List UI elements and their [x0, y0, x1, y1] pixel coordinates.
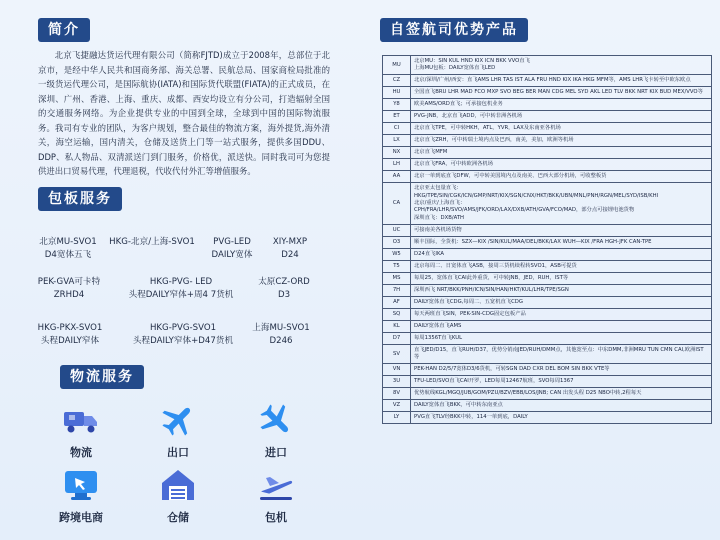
airline-products: 北京亚太包量直飞： HKG/TPE/SIN/CGK/ICN/GMP/NRT/KIX/SGN/CNX/HKT/BKK/UBN/MNL/PNH/RGN/MEL/SYD/ISB/KHI 北京/重庆/上海直飞： CPH/FRA/LHR/SVO/AMS/JFK/ORD/LAX/DXB/ATH/GVA/FCO/MAD，部分点可接锂电池货物 深圳直飞：DXB/ATH [411, 183, 712, 225]
airline-code: T5 [383, 261, 411, 273]
airline-code: 7H [383, 285, 411, 297]
charter-route: PEK-GVA可卡特 ZRHD4 [37, 277, 101, 300]
airline-products: TFU-LED/SVO直飞CAI开罗，LED每周12467航班，SVO每周1367 [411, 376, 712, 388]
airline-code: CA [383, 183, 411, 225]
airline-code: O3 [383, 237, 411, 249]
airline-code: VZ [383, 400, 411, 412]
airline-code: MU [383, 56, 411, 75]
table-row [383, 183, 712, 225]
table-row [383, 135, 712, 147]
table-row [383, 333, 712, 345]
table-row [383, 237, 712, 249]
table-row [383, 345, 712, 364]
airline-code: AF [383, 297, 411, 309]
airline-code: LH [383, 159, 411, 171]
airline-code: 3U [383, 376, 411, 388]
airline-products: 全国直飞BRU LHR MAD FCO MXP SVO BEG BER MAN CDG MEL SYD AKL LED TLV BKK NRT KIX BUD MEX/VVO等 [411, 87, 712, 99]
airline-products: 北京直飞FRA，可中转欧洲各机场 [411, 159, 712, 171]
table-row [383, 87, 712, 99]
table-row [383, 412, 712, 424]
table-row [383, 309, 712, 321]
airline-code: HU [383, 87, 411, 99]
warehouse-icon [158, 465, 198, 505]
table-row [383, 388, 712, 400]
airplane-icon [256, 400, 296, 440]
plane-takeoff-icon [256, 465, 296, 505]
charter-route: 北京MU-SVO1 D4宽体五飞 [39, 237, 97, 260]
charter-route: 上海MU-SVO1 D246 [252, 323, 310, 346]
airline-products: 北京MU：SIN KUL HND KIX ICN BKK VVO直飞 上海MU包板：DAILY宽体直飞LED [411, 56, 712, 75]
airline-products: 欧美AMS/ORD直飞；可承接包机业务 [411, 99, 712, 111]
table-row [383, 111, 712, 123]
table-row [383, 376, 712, 388]
intro-title: 简介 [38, 18, 90, 42]
airline-products: DAILY宽体直飞CDG,每周二、五宽机直飞CDG [411, 297, 712, 309]
table-row [383, 171, 712, 183]
table-row [383, 400, 712, 412]
table-row [383, 56, 712, 75]
airline-code: SQ [383, 309, 411, 321]
service-warehouse: 仓储 [148, 465, 208, 525]
airline-code: Y8 [383, 99, 411, 111]
charter-route: 太原CZ-ORD D3 [258, 277, 310, 300]
airline-products: 北京一单到底直飞DFW，可中转美国境内点及南美、巴西大部分机场，可收整板货 [411, 171, 712, 183]
airline-code: LX [383, 135, 411, 147]
airline-code: W5 [383, 249, 411, 261]
charter-route: HKG-PVG- LED 头程DAILY窄体+周4 7货机 [128, 277, 234, 300]
table-row [383, 99, 712, 111]
table-row [383, 159, 712, 171]
airline-code: AA [383, 171, 411, 183]
airline-code: UC [383, 225, 411, 237]
airline-code: D7 [383, 333, 411, 345]
airline-products: 可接南美各机场货物 [411, 225, 712, 237]
airline-products: 北京/深圳/广州/西安：直飞AMS LHR TAS IST ALA FRU HND KIX IKA HKG MFM等，AMS LHR飞卡转至中欧东欧点 [411, 75, 712, 87]
airline-products: 北京直飞ZRH，可中转瑞士境内点及巴西，南美，美加，欧洲等机场 [411, 135, 712, 147]
airline-products: 每周25，宽体直飞CAI此外重货，可中转JNB，JED，RUH，IST等 [411, 273, 712, 285]
charter-route: HKG-PVG-SVO1 头程DAILY窄体+D47货机 [132, 323, 234, 346]
airline-products: 深圳西飞 NRT/BKK/PNH/ICN/SIN/HAN/HKT/KUL/LHR/TPE/SGN [411, 285, 712, 297]
airline-products: PEK-HAN D2/5/7宽体D3/6货机，可转SGN DAD CXR DEL BOM SIN BKK VTE等 [411, 364, 712, 376]
airline-products: DAILY宽体直飞BKK，可中转东南亚点 [411, 400, 712, 412]
table-row [383, 261, 712, 273]
table-row [383, 364, 712, 376]
table-row [383, 273, 712, 285]
service-charter: 包机 [246, 465, 306, 525]
airline-products: PVG-JNB，北京直飞ADD，可中转非洲各机场 [411, 111, 712, 123]
table-row [383, 249, 712, 261]
ecommerce-icon [61, 465, 101, 505]
charter-route: XIY-MXP D24 [272, 237, 308, 260]
service-ecommerce: 跨境电商 [51, 465, 111, 525]
right-panel [370, 0, 720, 540]
airline-code: 8V [383, 388, 411, 400]
service-import: 进口 [246, 400, 306, 460]
table-row [383, 123, 712, 135]
airline-products: 北京每周二、日宽体直飞ASB，接周三货机续程转SVO1，ASB可提货 [411, 261, 712, 273]
table-row [383, 321, 712, 333]
airline-code: VN [383, 364, 411, 376]
truck-icon [61, 400, 101, 440]
logistics-title: 物流服务 [60, 365, 144, 389]
airline-code: CI [383, 123, 411, 135]
airline-code: CZ [383, 75, 411, 87]
airline-products: DAILY宽体直飞AMS [411, 321, 712, 333]
table-row [383, 297, 712, 309]
airline-products: D24直飞IKA [411, 249, 712, 261]
advantages-title: 自签航司优势产品 [380, 18, 528, 42]
airline-code: NX [383, 147, 411, 159]
airline-products: 北京直飞MFM [411, 147, 712, 159]
airline-products: 北京直飞TPE，可中转HKH，ATL，YVR，LAX及东南亚各机场 [411, 123, 712, 135]
intro-text: 北京飞捷融达货运代理有限公司（简称FJTD)成立于2008年，总部位于北京市，是经中华人民共和国商务部、海关总署、民航总局、国家商检局批准的一级货运代理公司，是国际航协(IATA)和国际货代联盟(FIATA)的正式成员，在深圳、广州、香港、上海、重庆、成都、西安均设立有分公司，打造辐射全国的交通服务网络。为企业提供专业的中国到全球，全球到中国的国际物流服务。我司有专业的团队，为客户规划，整合最佳的物流方案，海外提货,海外清关，海空运输，国内清关，仓储及送货上门等一站式服务，提供多国DDU、DDP、私人物品、双清派送门到门服务，价格优，派送快。同时我司可为您提供进出口贸易代理，代理退税，代收代付外汇等增值服务。 [38, 50, 330, 176]
advantages-table [382, 55, 712, 424]
service-export: 出口 [148, 400, 208, 460]
table-row [383, 75, 712, 87]
airline-products: 每周1356T直飞KUL [411, 333, 712, 345]
service-logistics: 物流 [51, 400, 111, 460]
airline-products: 顺丰国际，全货机：SZX—KIX /SIN/KUL/MAA/DEL/BKK/LAX WUH—KIX /FRA HGH-JFK CAN-TPE [411, 237, 712, 249]
airline-products: 直飞JED/D15，直飞RUH/D37，优势分销南JED/RUH/DMM点，其他宽至点：中东DMM,非洲MRU TUN CMN CAI,欧洲IST等 [411, 345, 712, 364]
table-row [383, 147, 712, 159]
airline-code: KL [383, 321, 411, 333]
airline-products: 优势航线KGL/MGQ/JUB/GOM/PZU/BZV/EBB/LOS/JNB; CAN 出发头程 D25 NBO中转,2程每天 [411, 388, 712, 400]
charter-route: HKG-PKX-SVO1 头程DAILY窄体 [37, 323, 103, 346]
airline-code: SV [383, 345, 411, 364]
charter-title: 包板服务 [38, 187, 122, 211]
airline-code: LY [383, 412, 411, 424]
airline-code: ET [383, 111, 411, 123]
table-row [383, 225, 712, 237]
charter-route: HKG-北京/上海-SVO1 [109, 237, 195, 247]
airline-products: 每天两班直飞SIN，PEK-SIN-CDG固定包板产品 [411, 309, 712, 321]
table-row [383, 285, 712, 297]
airplane-icon [158, 400, 198, 440]
airline-code: MS [383, 273, 411, 285]
airline-products: PVG直飞TLV经BKK中转，114一单到底，DAILY [411, 412, 712, 424]
charter-route: PVG-LED DAILY宽体 [211, 237, 253, 260]
